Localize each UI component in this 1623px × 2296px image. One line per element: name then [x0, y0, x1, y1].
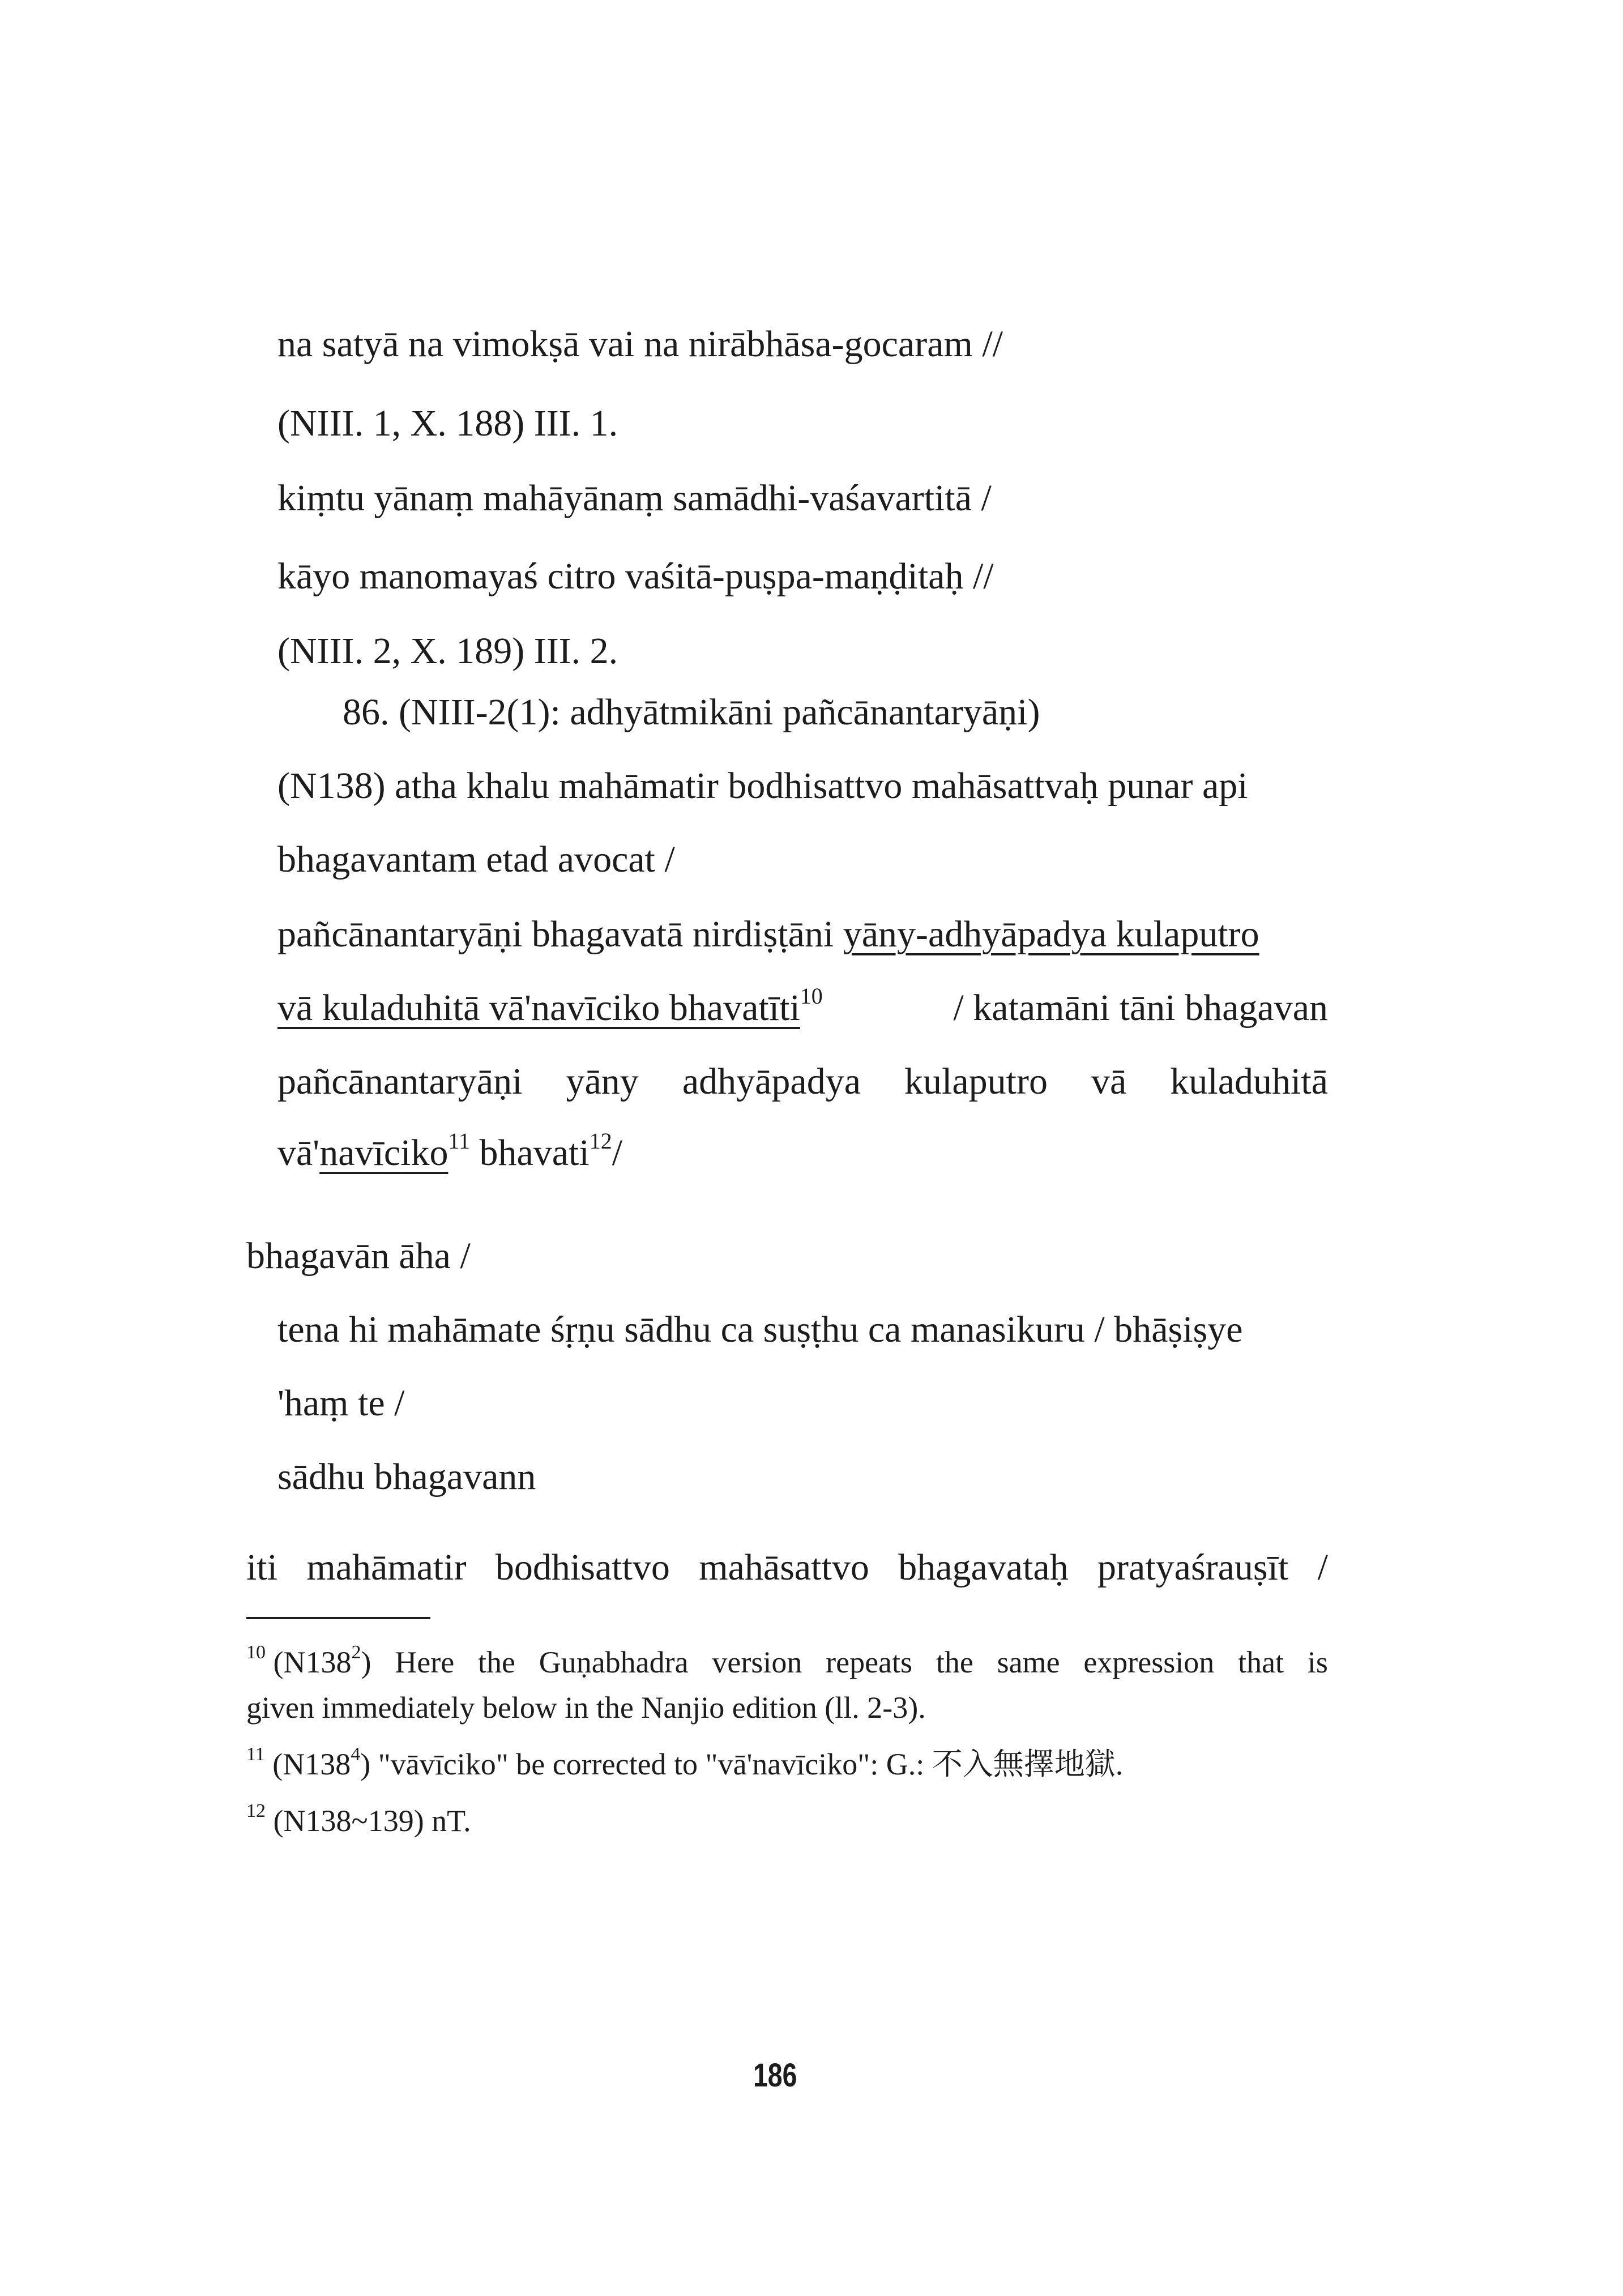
- fn11-a: (N138: [264, 1747, 351, 1781]
- text-line-5: (NIII. 2, X. 189) III. 2.: [277, 630, 618, 672]
- text-line-12: [277, 1130, 622, 1176]
- word: the: [477, 1645, 515, 1679]
- word-4: kulaputro: [904, 1061, 1048, 1102]
- word-5: vā: [1091, 1061, 1127, 1102]
- footnote-10-line-1: [246, 1644, 1328, 1681]
- text-line-16: sādhu bhagavann: [277, 1456, 536, 1497]
- word: expression: [1083, 1645, 1215, 1679]
- text-line-9-plain: pañcānantaryāṇi bhagavatā nirdiṣṭāni: [277, 914, 843, 955]
- word-4: mahāsattvo: [699, 1547, 869, 1588]
- word-6: pratyaśrauṣīt: [1097, 1547, 1289, 1588]
- fn10-superscript: 2: [351, 1642, 361, 1663]
- page-number: 186: [753, 2057, 797, 2094]
- word-7: /: [1317, 1547, 1328, 1588]
- text-line-7: (N138) atha khalu mahāmatir bodhisattvo mahāsattvaḥ punar api: [277, 765, 1248, 806]
- text-line-3: kiṃtu yānaṃ mahāyānaṃ samādhi-vaśavartitā /: [277, 477, 992, 519]
- text-line-10: [277, 985, 1328, 1031]
- word-6: kuladuhitā: [1170, 1061, 1328, 1102]
- footnote-12: [246, 1802, 471, 1840]
- fn10-start: $^{10}$ $(N138^2)$: [246, 1642, 371, 1679]
- text-line-15: 'haṃ te /: [277, 1382, 405, 1424]
- word-3: adhyāpadya: [682, 1061, 861, 1102]
- text-line-10-right: / katamāni tāni bhagavan: [953, 987, 1328, 1028]
- text-line-14: tena hi mahāmate śṛṇu sādhu ca suṣṭhu ca manasikuru / bhāṣiṣye: [277, 1309, 1243, 1350]
- fn12-text: (N138~139) nT.: [266, 1804, 471, 1838]
- underlined-phrase-2: vā kuladuhitā vā'navīciko bhavatīti: [277, 987, 800, 1028]
- footnote-number-10: 10: [246, 1642, 266, 1663]
- word-3: bodhisattvo: [495, 1547, 670, 1588]
- footnote-11: [246, 1746, 1123, 1783]
- word: is: [1307, 1645, 1328, 1679]
- word: repeats: [826, 1645, 913, 1679]
- text-line-12-c: /: [612, 1132, 623, 1173]
- footnote-ref-12: 12: [589, 1128, 612, 1154]
- text-line-11: [277, 1059, 1328, 1104]
- text-line-9: [277, 912, 1259, 957]
- text-line-8: bhagavantam etad avocat /: [277, 839, 675, 880]
- section-heading: 86. (NIII-2(1): adhyātmikāni pañcānantaryāṇi): [343, 692, 1040, 733]
- word-5: bhagavataḥ: [898, 1547, 1069, 1588]
- text-line-12-b: bhavati: [469, 1132, 590, 1173]
- word: same: [997, 1645, 1060, 1679]
- footnote-separator: [246, 1617, 430, 1619]
- text-line-1: na satyā na vimokṣā vai na nirābhāsa-gocaram //: [277, 323, 1003, 365]
- underlined-phrase-1: yāny-adhyāpadya kulaputro: [843, 914, 1259, 955]
- word-1: pañcānantaryāṇi: [277, 1061, 523, 1102]
- underlined-word: navīciko: [319, 1132, 449, 1173]
- footnote-10-line-2: given immediately below in the Nanjio edition (ll. 2-3).: [246, 1691, 926, 1725]
- word: Guṇabhadra: [539, 1645, 689, 1679]
- word-2: mahāmatir: [306, 1547, 467, 1588]
- text-line-17: [246, 1545, 1328, 1590]
- fn11-superscript: 4: [351, 1744, 361, 1765]
- word-2: yāny: [566, 1061, 639, 1102]
- word: version: [712, 1645, 802, 1679]
- word-1: iti: [246, 1547, 278, 1588]
- footnote-number-11: 11: [246, 1744, 265, 1765]
- text-line-12-a: vā': [277, 1132, 320, 1173]
- word: Here: [395, 1645, 455, 1679]
- fn11-b: ) "vāvīciko" be corrected to "vā'navīciko": G.: 不入無擇地獄.: [360, 1747, 1124, 1781]
- text-line-13: bhagavān āha /: [246, 1235, 471, 1277]
- text-line-10-left: [277, 985, 823, 1031]
- word: that: [1238, 1645, 1284, 1679]
- text-line-4: kāyo manomayaś citro vaśitā-puṣpa-maṇḍitaḥ //: [277, 556, 994, 597]
- word: the: [936, 1645, 973, 1679]
- footnote-number-12: 12: [246, 1800, 266, 1821]
- text-line-2: (NIII. 1, X. 188) III. 1.: [277, 403, 618, 444]
- footnote-ref-11: 11: [448, 1128, 470, 1154]
- footnote-ref-10: 10: [800, 983, 823, 1009]
